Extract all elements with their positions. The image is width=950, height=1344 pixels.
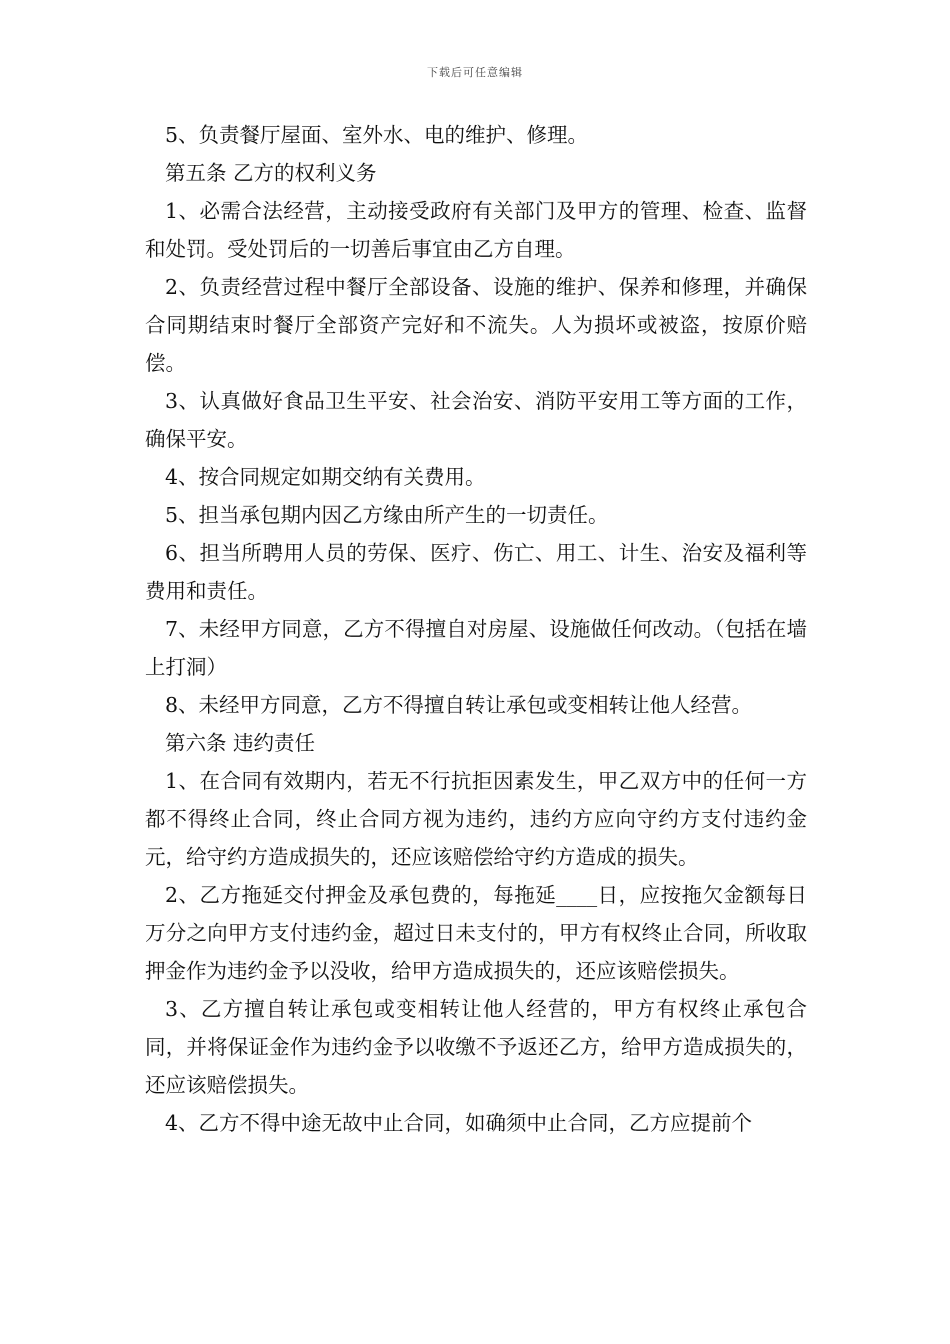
paragraph: 2、负责经营过程中餐厅全部设备、设施的维护、保养和修理，并确保合同期结束时餐厅全部资产完好和不流失。人为损坏或被盗，按原价赔偿。 (145, 275, 807, 375)
page-header: 下载后可任意编辑 (427, 66, 523, 79)
paragraph: 4、乙方不得中途无故中止合同，如确须中止合同，乙方应提前个 (165, 1111, 753, 1135)
paragraph: 4、按合同规定如期交纳有关费用。 (165, 465, 486, 489)
paragraph: 1、在合同有效期内，若无不行抗拒因素发生，甲乙双方中的任何一方都不得终止合同，终止合同方视为违约，违约方应向守约方支付违约金元，给守约方造成损失的，还应该赔偿给守约方造成的损失。 (145, 769, 807, 869)
document-body (145, 116, 807, 1142)
paragraph: 2、乙方拖延交付押金及承包费的，每拖延____日，应按拖欠金额每日万分之向甲方支付违约金，超过日未支付的，甲方有权终止合同，所收取押金作为违约金予以没收，给甲方造成损失的，还应该赔偿损失。 (145, 883, 807, 983)
paragraph: 3、乙方擅自转让承包或变相转让他人经营的，甲方有权终止承包合同，并将保证金作为违约金予以收缴不予返还乙方，给甲方造成损失的，还应该赔偿损失。 (145, 997, 807, 1097)
paragraph: 6、担当所聘用人员的劳保、医疗、伤亡、用工、计生、治安及福利等费用和责任。 (145, 541, 807, 603)
paragraph: 7、未经甲方同意，乙方不得擅自对房屋、设施做任何改动。（包括在墙上打洞） (145, 617, 807, 679)
paragraph: 1、必需合法经营，主动接受政府有关部门及甲方的管理、检查、监督和处罚。受处罚后的一切善后事宜由乙方自理。 (145, 199, 807, 261)
paragraph: 5、负责餐厅屋面、室外水、电的维护、修理。 (165, 123, 589, 147)
paragraph: 5、担当承包期内因乙方缘由所产生的一切责任。 (165, 503, 609, 527)
paragraph: 3、认真做好食品卫生平安、社会治安、消防平安用工等方面的工作，确保平安。 (145, 389, 807, 451)
paragraph: 8、未经甲方同意，乙方不得擅自转让承包或变相转让他人经营。 (165, 693, 753, 717)
section-heading: 第六条 违约责任 (165, 731, 316, 755)
section-heading: 第五条 乙方的权利义务 (165, 161, 377, 185)
